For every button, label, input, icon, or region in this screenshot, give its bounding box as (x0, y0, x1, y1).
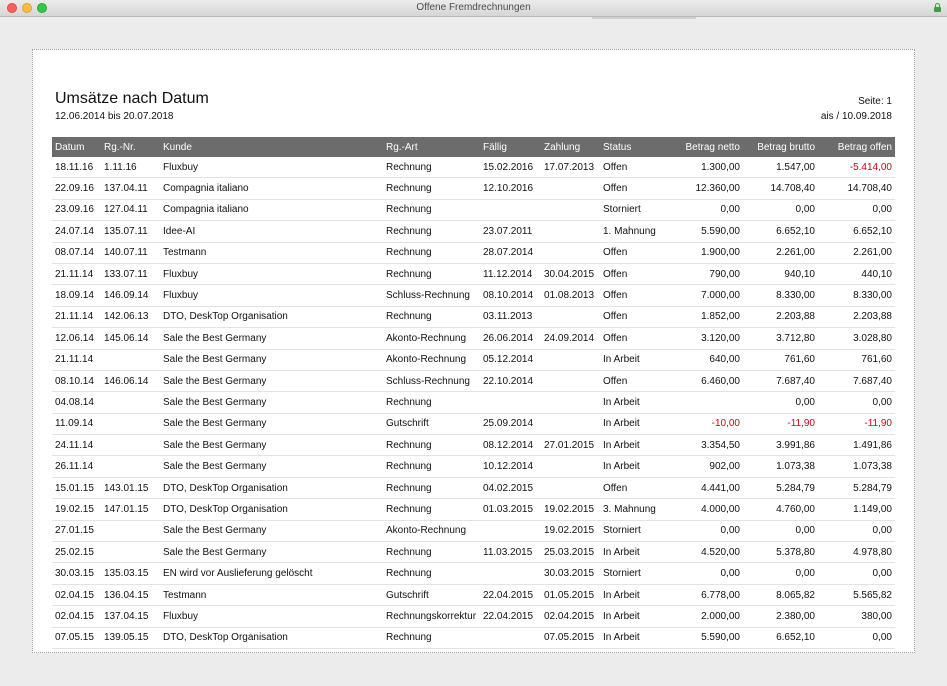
cell-kunde: Sale the Best Germany (160, 542, 383, 563)
cell-rg-nr: 137.04.15 (101, 606, 160, 627)
cell-faellig (480, 520, 541, 541)
cell-betrag-netto: 0,00 (666, 563, 743, 584)
cell-rg-nr (101, 456, 160, 477)
cell-rg-nr: 137.04.11 (101, 178, 160, 199)
cell-zahlung: 01.08.2013 (541, 285, 600, 306)
cell-datum: 21.11.14 (52, 349, 101, 370)
cell-betrag-offen: 1.149,00 (818, 499, 895, 520)
cell-betrag-offen: 3.028,80 (818, 328, 895, 349)
cell-betrag-netto: 4.520,00 (666, 542, 743, 563)
cell-betrag-brutto: 761,60 (743, 349, 818, 370)
cell-status: In Arbeit (600, 349, 666, 370)
cell-datum: 15.01.15 (52, 477, 101, 498)
cell-betrag-offen: 0,00 (818, 520, 895, 541)
cell-rg-art: Rechnung (383, 477, 480, 498)
cell-faellig: 12.10.2016 (480, 178, 541, 199)
cell-faellig: 08.12.2014 (480, 435, 541, 456)
page-number: Seite: 1 (858, 96, 892, 107)
cell-datum: 04.08.14 (52, 392, 101, 413)
cell-betrag-offen: 0,00 (818, 563, 895, 584)
column-header-rg-art[interactable]: Rg.-Art (383, 137, 480, 157)
cell-betrag-netto: 902,00 (666, 456, 743, 477)
cell-betrag-brutto: 6.652,10 (743, 221, 818, 242)
cell-rg-art: Gutschrift (383, 584, 480, 605)
cell-zahlung (541, 392, 600, 413)
cell-rg-art: Rechnung (383, 242, 480, 263)
cell-faellig: 08.10.2014 (480, 285, 541, 306)
cell-faellig (480, 627, 541, 648)
cell-betrag-netto: 3.354,50 (666, 435, 743, 456)
cell-faellig (480, 392, 541, 413)
cell-rg-nr: 140.07.11 (101, 242, 160, 263)
cell-rg-nr: 145.06.14 (101, 328, 160, 349)
table-row[interactable] (52, 520, 895, 541)
cell-zahlung: 07.05.2015 (541, 627, 600, 648)
cell-rg-nr: 142.06.13 (101, 306, 160, 327)
cell-zahlung: 19.02.2015 (541, 520, 600, 541)
cell-status: Storniert (600, 563, 666, 584)
toolbar-divider (592, 17, 696, 19)
cell-rg-art: Akonto-Rechnung (383, 328, 480, 349)
cell-rg-art: Rechnung (383, 542, 480, 563)
cell-rg-nr (101, 435, 160, 456)
cell-betrag-brutto: 5.378,80 (743, 542, 818, 563)
cell-kunde: Fluxbuy (160, 285, 383, 306)
cell-betrag-netto: 2.000,00 (666, 606, 743, 627)
cell-rg-nr (101, 349, 160, 370)
cell-rg-art: Rechnung (383, 563, 480, 584)
cell-zahlung (541, 178, 600, 199)
cell-status: Storniert (600, 520, 666, 541)
cell-betrag-netto: 6.778,00 (666, 584, 743, 605)
cell-faellig: 25.09.2014 (480, 413, 541, 434)
cell-betrag-offen: 6.652,10 (818, 221, 895, 242)
cell-status: In Arbeit (600, 584, 666, 605)
cell-rg-nr: 147.01.15 (101, 499, 160, 520)
table-row[interactable] (52, 349, 895, 370)
table-row[interactable] (52, 456, 895, 477)
cell-betrag-brutto: -11,90 (743, 413, 818, 434)
cell-rg-nr: 136.04.15 (101, 584, 160, 605)
table-row[interactable] (52, 263, 895, 284)
cell-status: Offen (600, 178, 666, 199)
column-header-betrag-netto[interactable]: Betrag netto (666, 137, 743, 157)
cell-betrag-offen: 0,00 (818, 392, 895, 413)
cell-faellig: 11.12.2014 (480, 263, 541, 284)
table-row[interactable] (52, 328, 895, 349)
cell-zahlung: 02.04.2015 (541, 606, 600, 627)
cell-status: In Arbeit (600, 456, 666, 477)
column-header-rg-nr[interactable]: Rg.-Nr. (101, 137, 160, 157)
cell-betrag-netto: -10,00 (666, 413, 743, 434)
cell-status: Offen (600, 242, 666, 263)
cell-betrag-netto: 7.000,00 (666, 285, 743, 306)
cell-betrag-brutto: 2.380,00 (743, 606, 818, 627)
window-titlebar[interactable] (0, 0, 947, 17)
cell-betrag-netto: 0,00 (666, 520, 743, 541)
cell-betrag-netto: 5.590,00 (666, 221, 743, 242)
lock-icon (934, 3, 941, 12)
cell-betrag-offen: 0,00 (818, 199, 895, 220)
column-header-faellig[interactable]: Fällig (480, 137, 541, 157)
table-row[interactable] (52, 242, 895, 263)
cell-rg-art: Rechnung (383, 263, 480, 284)
cell-betrag-offen: 5.565,82 (818, 584, 895, 605)
cell-kunde: Idee-AI (160, 221, 383, 242)
cell-betrag-netto: 3.120,00 (666, 328, 743, 349)
cell-zahlung: 30.03.2015 (541, 563, 600, 584)
cell-kunde: DTO, DeskTop Organisation (160, 477, 383, 498)
column-header-datum[interactable]: Datum (52, 137, 101, 157)
cell-betrag-netto: 4.000,00 (666, 499, 743, 520)
column-header-kunde[interactable]: Kunde (160, 137, 383, 157)
cell-datum: 19.02.15 (52, 499, 101, 520)
cell-betrag-brutto: 0,00 (743, 520, 818, 541)
table-row[interactable] (52, 413, 895, 434)
cell-rg-nr: 146.09.14 (101, 285, 160, 306)
cell-faellig: 26.06.2014 (480, 328, 541, 349)
cell-betrag-netto: 5.590,00 (666, 627, 743, 648)
table-row[interactable] (52, 477, 895, 498)
cell-rg-art: Rechnung (383, 435, 480, 456)
cell-betrag-netto (666, 392, 743, 413)
cell-kunde: Compagnia italiano (160, 199, 383, 220)
cell-faellig: 22.04.2015 (480, 606, 541, 627)
revenue-table (52, 137, 895, 649)
cell-status: Offen (600, 328, 666, 349)
cell-zahlung (541, 306, 600, 327)
cell-betrag-brutto: 3.712,80 (743, 328, 818, 349)
cell-betrag-netto: 790,00 (666, 263, 743, 284)
cell-status: In Arbeit (600, 392, 666, 413)
table-row[interactable] (52, 584, 895, 605)
cell-status: 3. Mahnung (600, 499, 666, 520)
cell-kunde: Sale the Best Germany (160, 413, 383, 434)
cell-zahlung (541, 456, 600, 477)
cell-zahlung: 30.04.2015 (541, 263, 600, 284)
table-row[interactable] (52, 499, 895, 520)
cell-betrag-brutto: 1.547,00 (743, 157, 818, 178)
cell-faellig (480, 563, 541, 584)
cell-rg-nr: 143.01.15 (101, 477, 160, 498)
cell-kunde: Fluxbuy (160, 157, 383, 178)
cell-rg-art: Schluss-Rechnung (383, 285, 480, 306)
cell-status: Offen (600, 477, 666, 498)
cell-rg-art: Rechnung (383, 392, 480, 413)
cell-faellig: 01.03.2015 (480, 499, 541, 520)
cell-kunde: Sale the Best Germany (160, 370, 383, 391)
cell-datum: 07.05.15 (52, 627, 101, 648)
cell-betrag-brutto: 2.203,88 (743, 306, 818, 327)
cell-status: In Arbeit (600, 413, 666, 434)
table-row[interactable] (52, 435, 895, 456)
cell-betrag-netto: 1.900,00 (666, 242, 743, 263)
cell-datum: 21.11.14 (52, 306, 101, 327)
cell-faellig (480, 199, 541, 220)
cell-status: Offen (600, 285, 666, 306)
cell-rg-nr: 146.06.14 (101, 370, 160, 391)
cell-faellig: 04.02.2015 (480, 477, 541, 498)
cell-zahlung (541, 413, 600, 434)
cell-datum: 21.11.14 (52, 263, 101, 284)
cell-zahlung (541, 242, 600, 263)
table-row[interactable] (52, 157, 895, 178)
cell-datum: 22.09.16 (52, 178, 101, 199)
cell-kunde: EN wird vor Auslieferung gelöscht (160, 563, 383, 584)
cell-betrag-offen: 1.491,86 (818, 435, 895, 456)
column-header-betrag-brutto[interactable]: Betrag brutto (743, 137, 818, 157)
cell-zahlung: 17.07.2013 (541, 157, 600, 178)
cell-status: Offen (600, 306, 666, 327)
cell-betrag-brutto: 6.652,10 (743, 627, 818, 648)
cell-betrag-offen: 4.978,80 (818, 542, 895, 563)
cell-kunde: DTO, DeskTop Organisation (160, 627, 383, 648)
cell-zahlung (541, 477, 600, 498)
cell-zahlung: 25.03.2015 (541, 542, 600, 563)
cell-status: In Arbeit (600, 542, 666, 563)
cell-rg-art: Akonto-Rechnung (383, 520, 480, 541)
cell-kunde: Fluxbuy (160, 606, 383, 627)
cell-kunde: Sale the Best Germany (160, 435, 383, 456)
cell-faellig: 22.04.2015 (480, 584, 541, 605)
cell-status: Offen (600, 370, 666, 391)
table-row[interactable] (52, 221, 895, 242)
cell-rg-art: Rechnung (383, 178, 480, 199)
cell-betrag-brutto: 0,00 (743, 563, 818, 584)
cell-betrag-netto: 1.852,00 (666, 306, 743, 327)
cell-betrag-offen: 440,10 (818, 263, 895, 284)
table-row[interactable] (52, 199, 895, 220)
cell-zahlung (541, 199, 600, 220)
cell-datum: 30.03.15 (52, 563, 101, 584)
cell-betrag-brutto: 1.073,38 (743, 456, 818, 477)
cell-datum: 27.01.15 (52, 520, 101, 541)
cell-rg-nr (101, 520, 160, 541)
cell-kunde: Sale the Best Germany (160, 520, 383, 541)
column-header-zahlung[interactable]: Zahlung (541, 137, 600, 157)
cell-faellig: 11.03.2015 (480, 542, 541, 563)
cell-betrag-brutto: 4.760,00 (743, 499, 818, 520)
cell-betrag-offen: 1.073,38 (818, 456, 895, 477)
cell-betrag-offen: 761,60 (818, 349, 895, 370)
cell-rg-nr: 139.05.15 (101, 627, 160, 648)
print-date: ais / 10.09.2018 (820, 111, 892, 122)
cell-faellig: 03.11.2013 (480, 306, 541, 327)
cell-datum: 11.09.14 (52, 413, 101, 434)
report-title: Umsätze nach Datum (55, 90, 209, 107)
column-header-betrag-offen[interactable]: Betrag offen (818, 137, 895, 157)
report-page (32, 49, 915, 653)
cell-datum: 26.11.14 (52, 456, 101, 477)
cell-rg-nr (101, 542, 160, 563)
cell-betrag-offen: 5.284,79 (818, 477, 895, 498)
cell-status: Offen (600, 157, 666, 178)
table-row[interactable] (52, 542, 895, 563)
cell-betrag-offen: -11,90 (818, 413, 895, 434)
cell-datum: 24.07.14 (52, 221, 101, 242)
cell-kunde: Sale the Best Germany (160, 349, 383, 370)
cell-rg-art: Rechnung (383, 199, 480, 220)
cell-datum: 23.09.16 (52, 199, 101, 220)
cell-zahlung (541, 370, 600, 391)
cell-betrag-brutto: 0,00 (743, 392, 818, 413)
cell-faellig: 28.07.2014 (480, 242, 541, 263)
cell-datum: 25.02.15 (52, 542, 101, 563)
report-date-range: 12.06.2014 bis 20.07.2018 (55, 111, 174, 122)
cell-kunde: DTO, DeskTop Organisation (160, 499, 383, 520)
cell-status: Offen (600, 263, 666, 284)
cell-betrag-netto: 640,00 (666, 349, 743, 370)
table-row[interactable] (52, 563, 895, 584)
cell-datum: 02.04.15 (52, 606, 101, 627)
table-row[interactable] (52, 178, 895, 199)
cell-faellig: 05.12.2014 (480, 349, 541, 370)
cell-betrag-offen: 14.708,40 (818, 178, 895, 199)
cell-betrag-netto: 1.300,00 (666, 157, 743, 178)
cell-rg-nr: 133.07.11 (101, 263, 160, 284)
cell-kunde: Sale the Best Germany (160, 392, 383, 413)
cell-betrag-offen: 380,00 (818, 606, 895, 627)
table-row[interactable] (52, 392, 895, 413)
cell-faellig: 10.12.2014 (480, 456, 541, 477)
cell-betrag-brutto: 2.261,00 (743, 242, 818, 263)
cell-betrag-offen: 2.261,00 (818, 242, 895, 263)
cell-status: Storniert (600, 199, 666, 220)
cell-kunde: DTO, DeskTop Organisation (160, 306, 383, 327)
cell-betrag-netto: 4.441,00 (666, 477, 743, 498)
table-row[interactable] (52, 606, 895, 627)
cell-datum: 02.04.15 (52, 584, 101, 605)
cell-faellig: 23.07.2011 (480, 221, 541, 242)
window-title: Offene Fremdrechnungen (416, 2, 531, 13)
cell-status: In Arbeit (600, 606, 666, 627)
cell-betrag-brutto: 940,10 (743, 263, 818, 284)
cell-status: In Arbeit (600, 435, 666, 456)
table-row[interactable] (52, 285, 895, 306)
cell-rg-art: Rechnungskorrektur (383, 606, 480, 627)
cell-rg-art: Rechnung (383, 157, 480, 178)
cell-betrag-offen: 2.203,88 (818, 306, 895, 327)
cell-rg-art: Rechnung (383, 499, 480, 520)
cell-rg-nr: 127.04.11 (101, 199, 160, 220)
cell-kunde: Testmann (160, 584, 383, 605)
column-header-status[interactable]: Status (600, 137, 666, 157)
cell-zahlung (541, 349, 600, 370)
cell-faellig: 22.10.2014 (480, 370, 541, 391)
cell-betrag-netto: 0,00 (666, 199, 743, 220)
cell-kunde: Fluxbuy (160, 263, 383, 284)
cell-datum: 18.11.16 (52, 157, 101, 178)
table-row[interactable] (52, 627, 895, 648)
cell-betrag-netto: 12.360,00 (666, 178, 743, 199)
table-header-row (52, 137, 895, 157)
cell-rg-art: Rechnung (383, 221, 480, 242)
cell-datum: 08.10.14 (52, 370, 101, 391)
cell-datum: 12.06.14 (52, 328, 101, 349)
cell-status: In Arbeit (600, 627, 666, 648)
cell-rg-nr: 135.03.15 (101, 563, 160, 584)
cell-faellig: 15.02.2016 (480, 157, 541, 178)
cell-kunde: Sale the Best Germany (160, 328, 383, 349)
cell-rg-art: Rechnung (383, 306, 480, 327)
cell-betrag-offen: 8.330,00 (818, 285, 895, 306)
cell-rg-nr (101, 392, 160, 413)
cell-rg-art: Schluss-Rechnung (383, 370, 480, 391)
cell-kunde: Sale the Best Germany (160, 456, 383, 477)
cell-betrag-netto: 6.460,00 (666, 370, 743, 391)
cell-zahlung: 27.01.2015 (541, 435, 600, 456)
cell-status: 1. Mahnung (600, 221, 666, 242)
cell-zahlung: 19.02.2015 (541, 499, 600, 520)
cell-rg-nr: 135.07.11 (101, 221, 160, 242)
cell-rg-art: Rechnung (383, 456, 480, 477)
cell-zahlung: 24.09.2014 (541, 328, 600, 349)
cell-betrag-offen: 7.687,40 (818, 370, 895, 391)
cell-betrag-brutto: 5.284,79 (743, 477, 818, 498)
table-row[interactable] (52, 306, 895, 327)
cell-zahlung (541, 221, 600, 242)
cell-betrag-brutto: 7.687,40 (743, 370, 818, 391)
cell-rg-nr (101, 413, 160, 434)
table-row[interactable] (52, 370, 895, 391)
cell-kunde: Compagnia italiano (160, 178, 383, 199)
cell-kunde: Testmann (160, 242, 383, 263)
cell-rg-art: Rechnung (383, 627, 480, 648)
cell-zahlung: 01.05.2015 (541, 584, 600, 605)
cell-betrag-offen: 0,00 (818, 627, 895, 648)
cell-betrag-brutto: 3.991,86 (743, 435, 818, 456)
cell-datum: 08.07.14 (52, 242, 101, 263)
cell-rg-art: Akonto-Rechnung (383, 349, 480, 370)
cell-rg-art: Gutschrift (383, 413, 480, 434)
cell-betrag-brutto: 14.708,40 (743, 178, 818, 199)
cell-datum: 24.11.14 (52, 435, 101, 456)
cell-rg-nr: 1.11.16 (101, 157, 160, 178)
cell-betrag-brutto: 0,00 (743, 199, 818, 220)
cell-betrag-brutto: 8.330,00 (743, 285, 818, 306)
cell-betrag-brutto: 8.065,82 (743, 584, 818, 605)
cell-betrag-offen: -5.414,00 (818, 157, 895, 178)
cell-datum: 18.09.14 (52, 285, 101, 306)
